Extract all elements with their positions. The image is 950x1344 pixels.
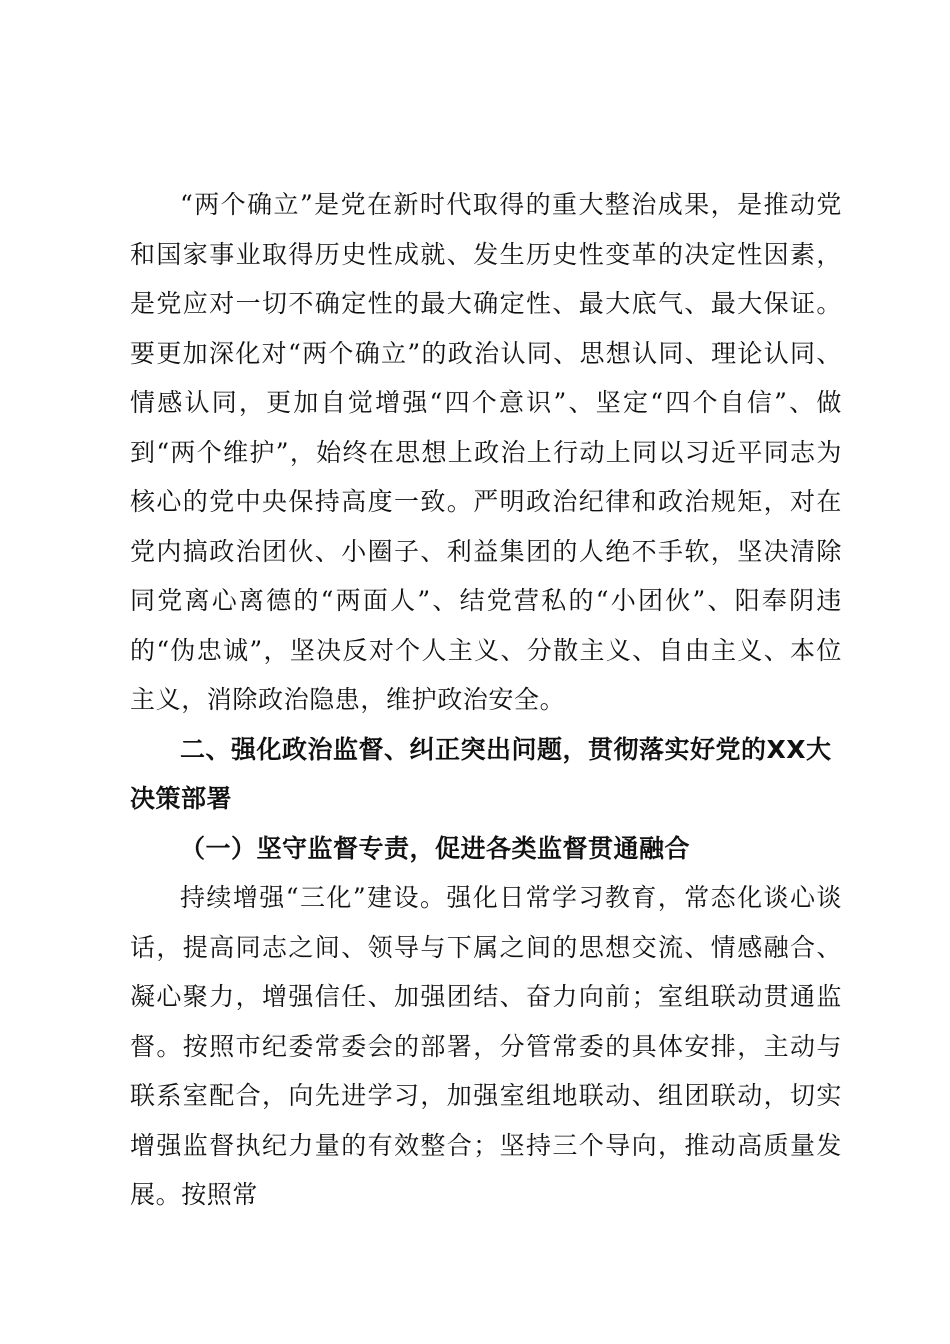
subsection-heading-1: （一）坚守监督专责，促进各类监督贯通融合 <box>180 833 691 863</box>
document-body <box>130 180 842 1220</box>
section-heading-2: 二、强化政治监督、纠正突出问题，贯彻落实好党的XX大决策部署 <box>130 734 832 813</box>
paragraph-three-improvements: 持续增强“三化”建设。强化日常学习教育，常态化谈心谈话，提高同志之间、领导与下属之间的思想交流、情感融合、凝心聚力，增强信任、加强团结、奋力向前；室组联动贯通监督。按照市纪委常委会的部署，分管常委的具体安排，主动与联系室配合，向先进学习，加强室组地联动、组团联动，切实增强监督执纪力量的有效整合；坚持三个导向，推动高质量发展。按照常 <box>130 883 842 1209</box>
paragraph-two-establishments: “两个确立”是党在新时代取得的重大整治成果，是推动党和国家事业取得历史性成就、发生历史性变革的决定性因素，是党应对一切不确定性的最大确定性、最大底气、最大保证。要更加深化对“两个确立”的政治认同、思想认同、理论认同、情感认同，更加自觉增强“四个意识”、坚定“四个自信”、做到“两个维护”，始终在思想上政治上行动上同以习近平同志为核心的党中央保持高度一致。严明政治纪律和政治规矩，对在党内搞政治团伙、小圈子、利益集团的人绝不手软，坚决清除同党离心离德的“两面人”、结党营私的“小团伙”、阳奉阴违的“伪忠诚”，坚决反对个人主义、分散主义、自由主义、本位主义，消除政治隐患，维护政治安全。 <box>130 190 842 714</box>
